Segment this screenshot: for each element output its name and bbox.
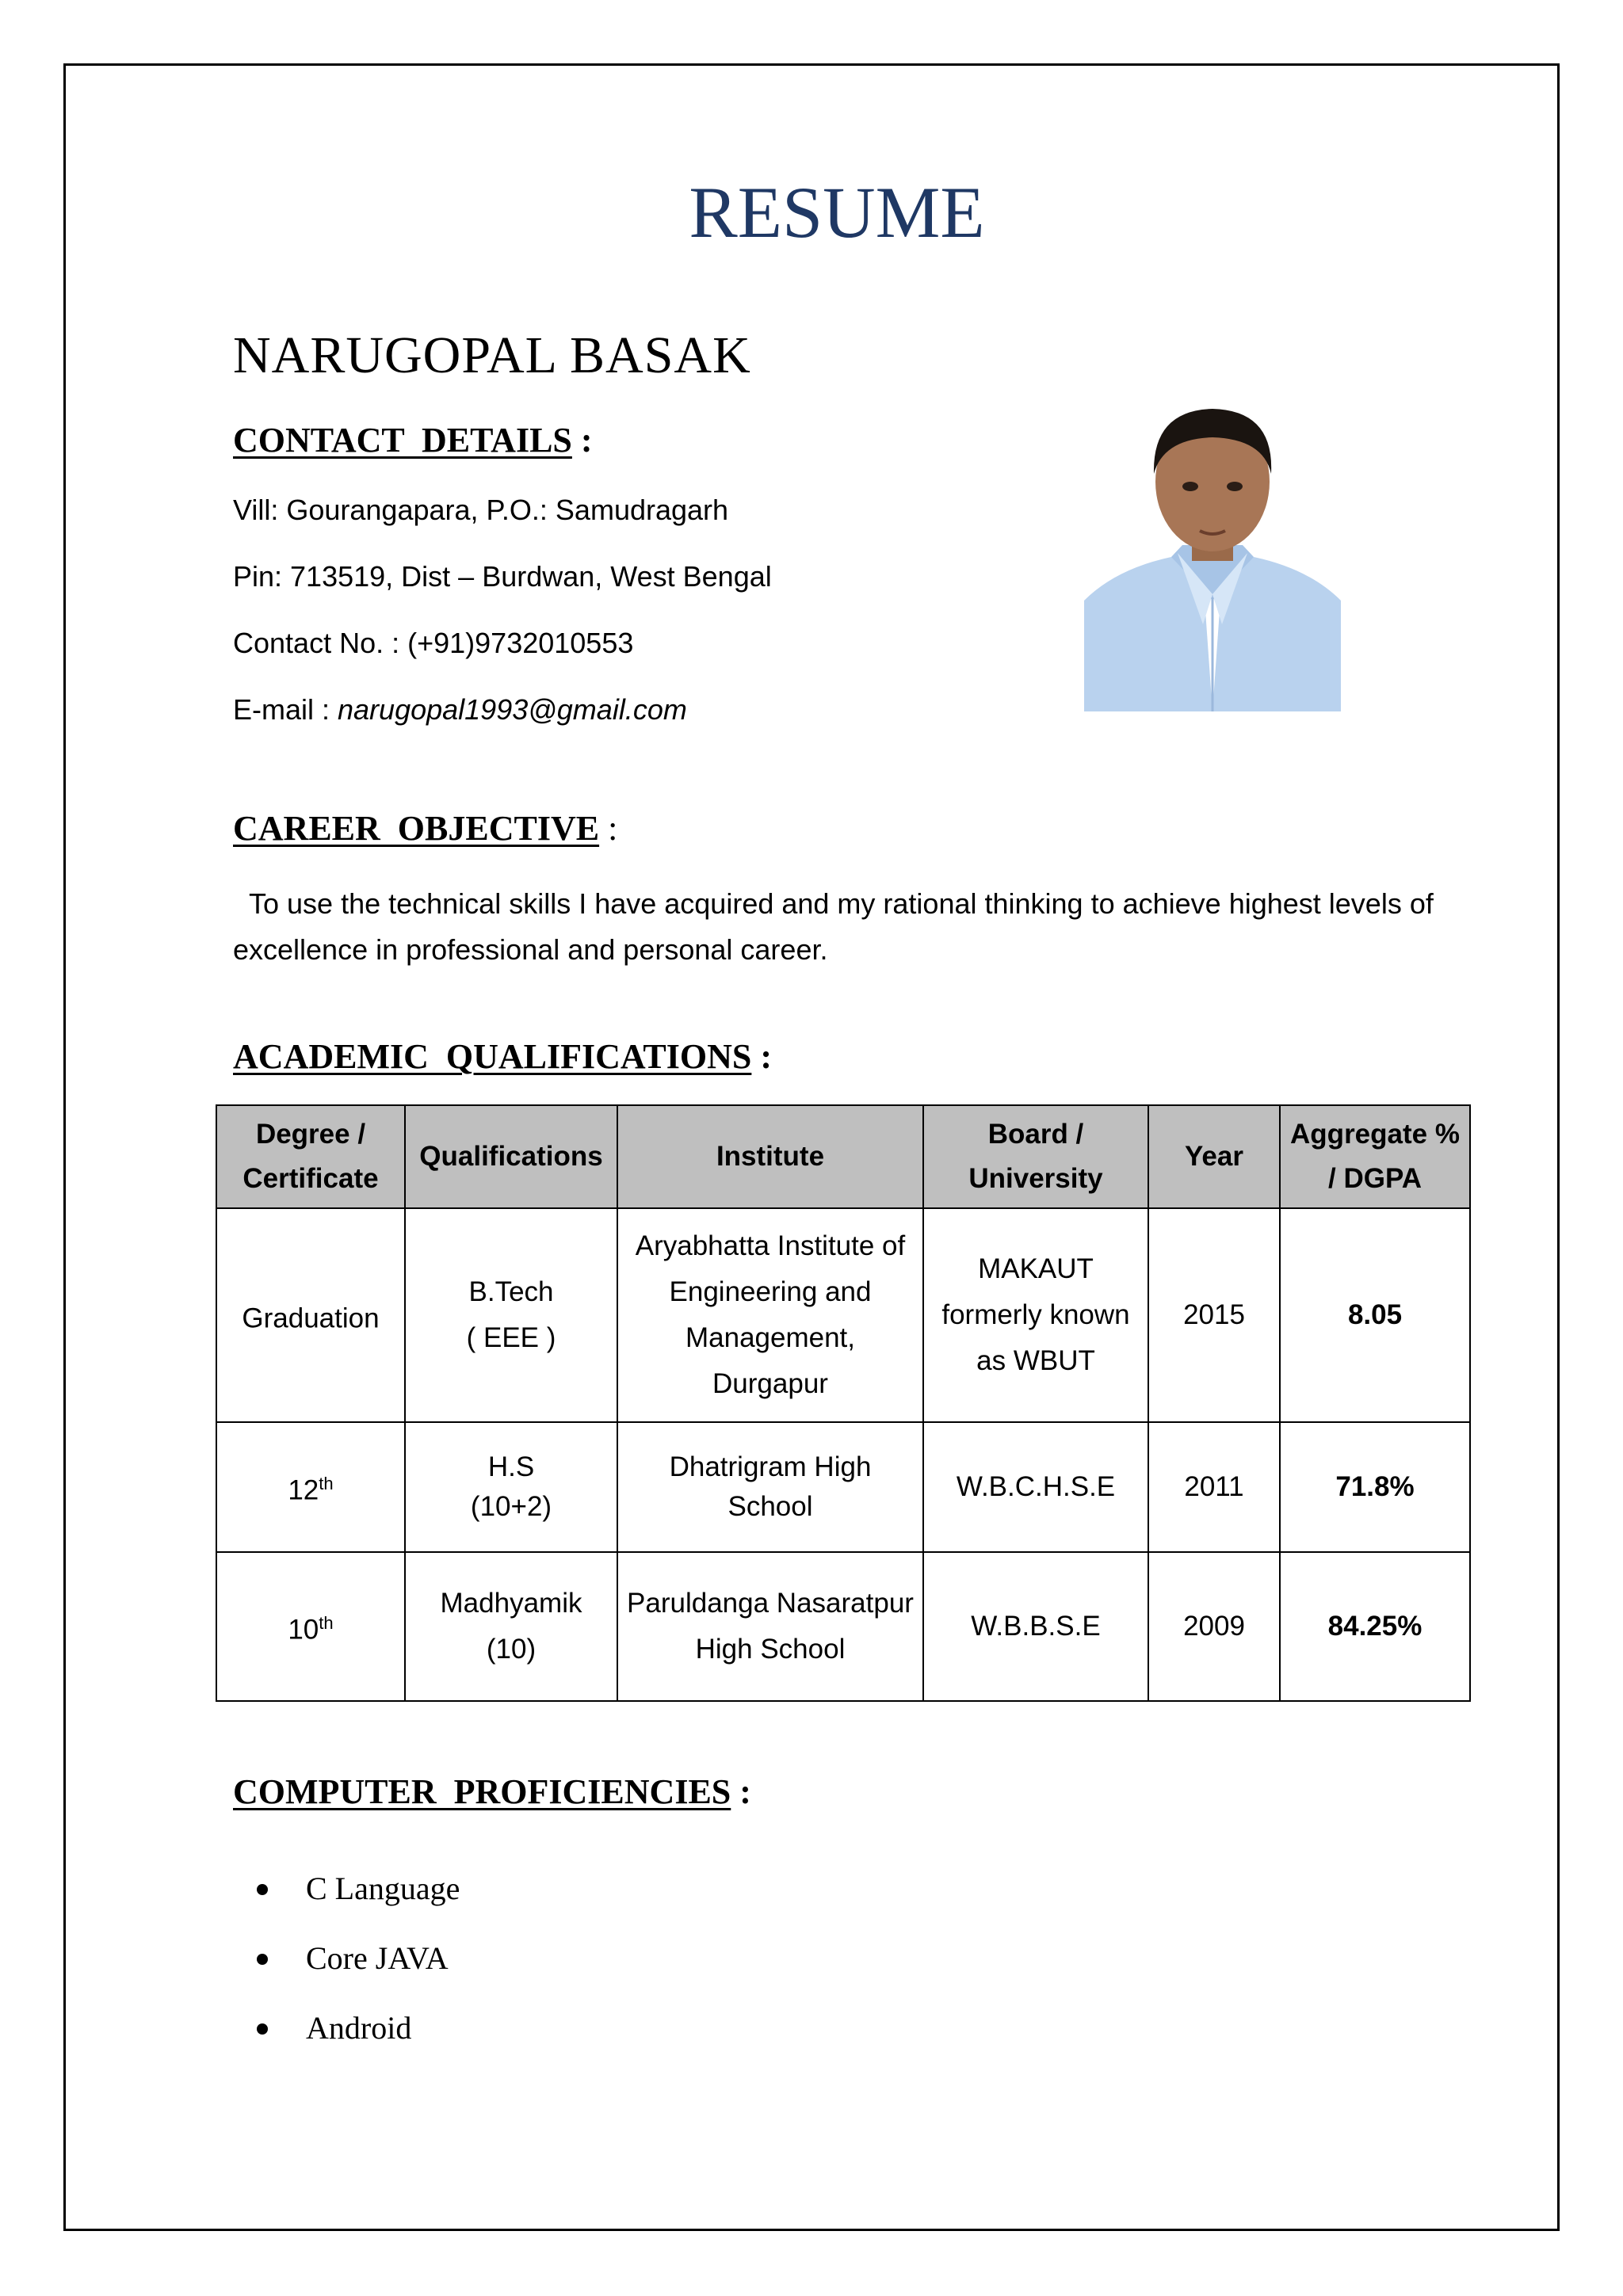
degree-cell: Graduation	[216, 1208, 405, 1422]
institute-cell: Dhatrigram High School	[617, 1422, 923, 1552]
board-cell: W.B.B.S.E	[923, 1552, 1148, 1701]
career-objective-heading-text: CAREER OBJECTIVE	[233, 809, 600, 848]
contact-details-heading	[233, 423, 593, 458]
career-objective-heading	[233, 811, 617, 846]
list-item: C Language	[233, 1854, 460, 1924]
year-cell: 2011	[1148, 1422, 1280, 1552]
career-objective-heading-colon: :	[608, 809, 618, 848]
degree-cell: 12th	[216, 1422, 405, 1552]
resume-title: RESUME	[689, 172, 985, 253]
column-header-aggregate: Aggregate % / DGPA	[1280, 1105, 1470, 1208]
phone-value: (+91)9732010553	[407, 627, 634, 659]
academic-qualifications-heading-colon: :	[760, 1037, 773, 1076]
table-row	[216, 1422, 1470, 1552]
column-header-qualifications: Qualifications	[405, 1105, 617, 1208]
column-header-degree: Degree / Certificate	[216, 1105, 405, 1208]
academic-qualifications-table	[216, 1104, 1471, 1702]
column-header-board: Board / University	[923, 1105, 1148, 1208]
table-row	[216, 1208, 1470, 1422]
board-cell: W.B.C.H.S.E	[923, 1422, 1148, 1552]
computer-proficiencies-heading-colon: :	[739, 1772, 751, 1811]
list-item: Core JAVA	[233, 1924, 460, 1993]
institute-cell: Aryabhatta Institute of Engineering and Management, Durgapur	[617, 1208, 923, 1422]
table-row	[216, 1552, 1470, 1701]
board-cell: MAKAUT formerly known as WBUT	[923, 1208, 1148, 1422]
aggregate-cell: 84.25%	[1280, 1552, 1470, 1701]
address-line-2: Pin: 713519, Dist – Burdwan, West Bengal	[233, 560, 772, 593]
aggregate-cell: 8.05	[1280, 1208, 1470, 1422]
year-cell: 2009	[1148, 1552, 1280, 1701]
career-objective-text	[233, 881, 1438, 973]
address-line-1: Vill: Gourangapara, P.O.: Samudragarh	[233, 494, 729, 526]
qualification-cell: B.Tech ( EEE )	[405, 1208, 617, 1422]
computer-proficiencies-list	[233, 1854, 460, 2063]
qualification-cell: Madhyamik (10)	[405, 1552, 617, 1701]
contact-details-heading-text: CONTACT DETAILS	[233, 421, 572, 460]
qualification-cell: H.S (10+2)	[405, 1422, 617, 1552]
column-header-year: Year	[1148, 1105, 1280, 1208]
email-label: E-mail :	[233, 693, 338, 726]
profile-photo-illustration	[1084, 395, 1341, 711]
career-objective-body: To use the technical skills I have acquired and my rational thinking to achieve highest levels of excellence in professional and personal career.	[233, 887, 1434, 966]
email-line	[233, 693, 687, 726]
computer-proficiencies-heading-text: COMPUTER PROFICIENCIES	[233, 1772, 731, 1811]
profile-photo	[1084, 395, 1341, 711]
academic-qualifications-heading	[233, 1039, 772, 1074]
column-header-institute: Institute	[617, 1105, 923, 1208]
year-cell: 2015	[1148, 1208, 1280, 1422]
aggregate-cell: 71.8%	[1280, 1422, 1470, 1552]
computer-proficiencies-heading	[233, 1772, 751, 1811]
phone-line	[233, 629, 633, 658]
table-header-row	[216, 1105, 1470, 1208]
email-value: narugopal1993@gmail.com	[338, 693, 687, 726]
phone-label: Contact No. :	[233, 627, 408, 659]
list-item: Android	[233, 1993, 460, 2063]
academic-qualifications-heading-text: ACADEMIC QUALIFICATIONS	[233, 1037, 752, 1076]
contact-details-heading-colon: :	[580, 421, 593, 460]
candidate-name: NARUGOPAL BASAK	[233, 326, 751, 384]
institute-cell: Paruldanga Nasaratpur High School	[617, 1552, 923, 1701]
degree-cell: 10th	[216, 1552, 405, 1701]
